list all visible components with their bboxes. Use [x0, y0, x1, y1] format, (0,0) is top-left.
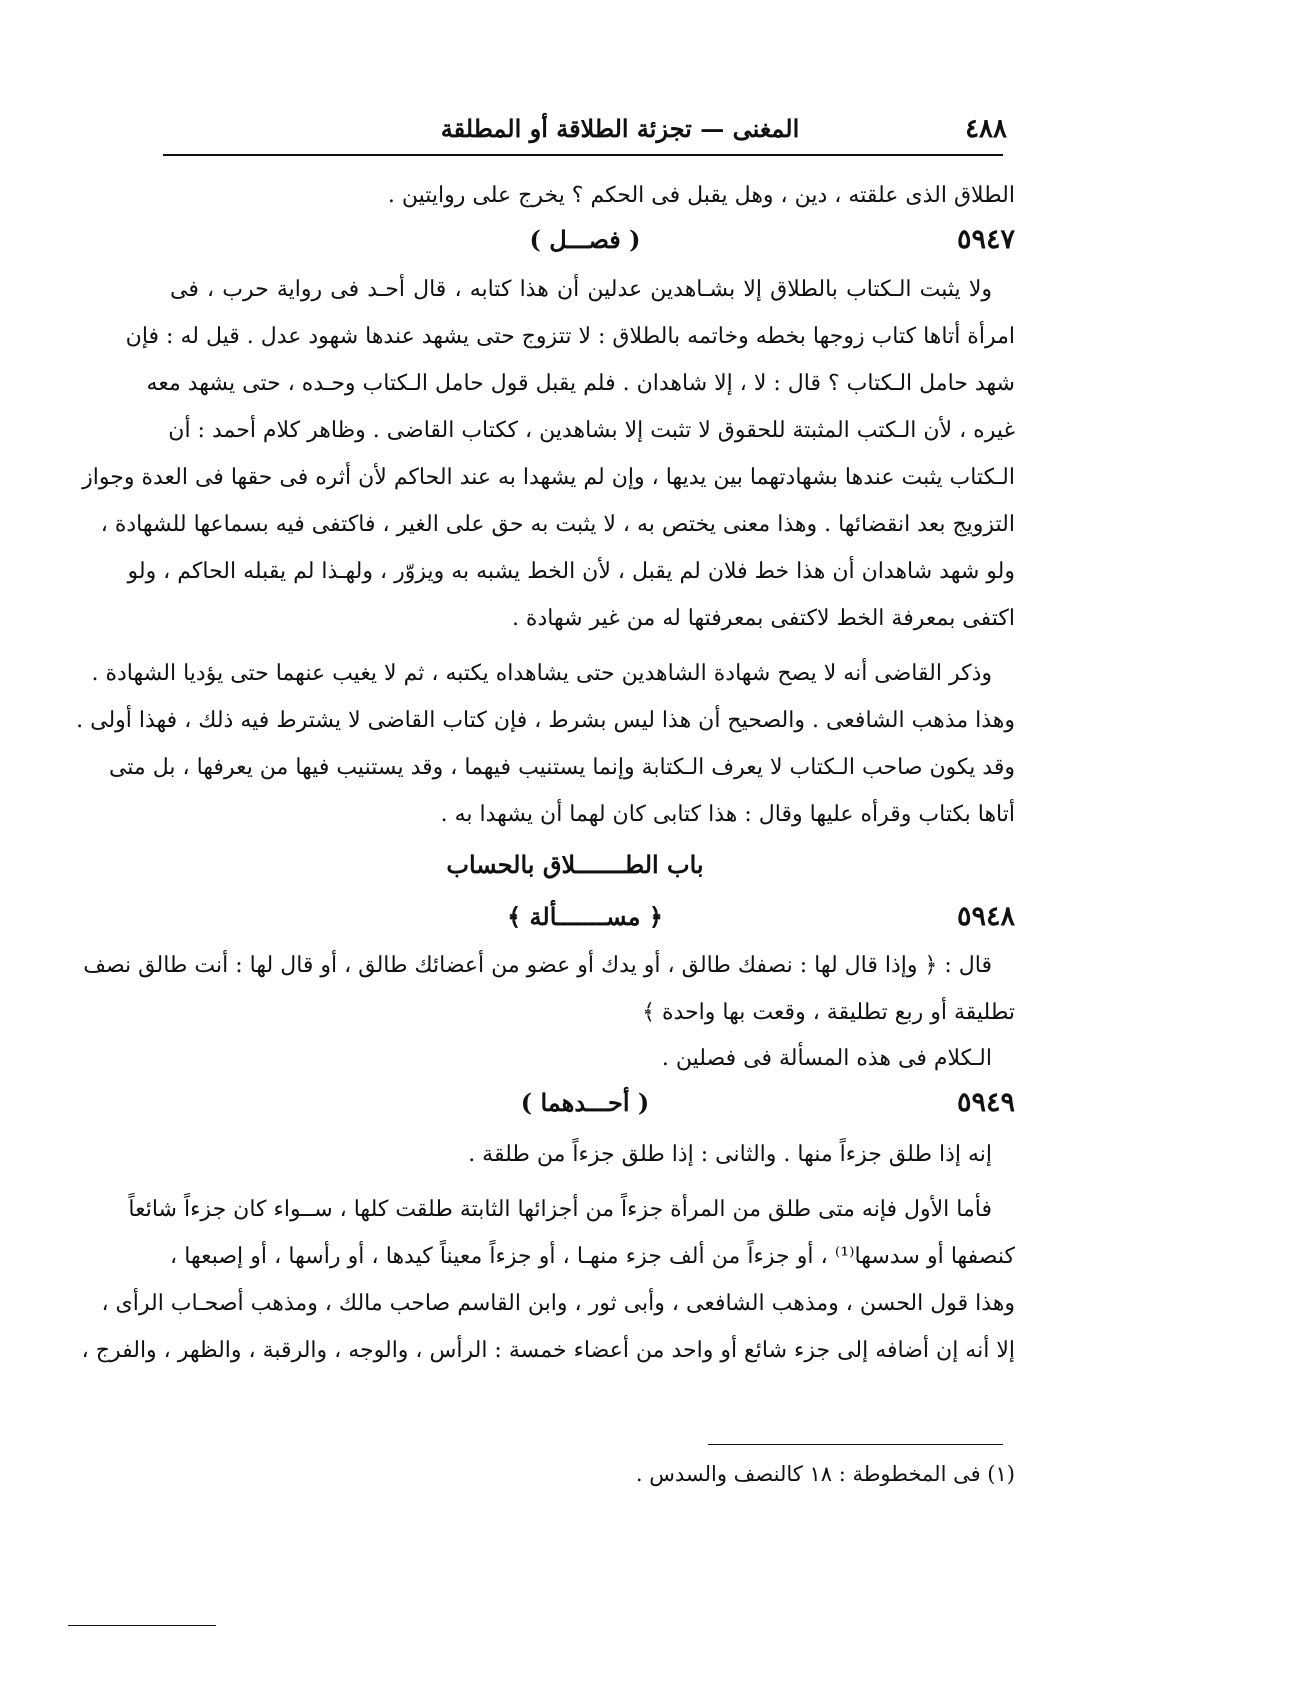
- section-number-5947: ٥٩٤٧: [956, 224, 1015, 255]
- masala-line: قال : ﴿ وإذا قال لها : نصفك طالق ، أو يدك أو عضو من أعضائك طالق ، أو قال لها : أنت طالق نصف: [83, 953, 992, 978]
- intro-line: الطلاق الذى علقته ، دين ، وهل يقبل فى الحكم ؟ يخرج على روايتين .: [387, 183, 1015, 208]
- section-number-5948: ٥٩٤٨: [956, 901, 1015, 932]
- chapter-title: باب الطـــــــلاق بالحساب: [446, 850, 704, 879]
- paragraph-line: الـكتاب يثبت عندها بشهادتهما بين يديها ، وإن لم يشهدا به عند الحاكم لأن أثره فى حقها فى العدة وجواز: [82, 465, 1015, 490]
- paragraph-line: شهد حامل الـكتاب ؟ قال : لا ، إلا شاهدان . فلم يقبل قول حامل الـكتاب وحـده ، حتى يشهد معه: [146, 371, 1015, 396]
- section-heading-ahaduhuma: ( أحـــدهما ): [520, 1088, 650, 1117]
- page-number: ٤٨٨: [965, 114, 1007, 144]
- paragraph-line: وقد يكون صاحب الـكتاب لا يعرف الـكتابة وإنما يستنيب فيهما ، وقد يستنيب فيها من يعرفها ، بل متى: [108, 755, 1015, 780]
- paragraph-line: وهذا مذهب الشافعى . والصحيح أن هذا ليس بشرط ، فإن كتاب القاضى لا يشترط فيه ذلك ، فهذا أولى .: [76, 708, 1015, 733]
- paragraph-line: اكتفى بمعرفة الخط لاكتفى بمعرفتها له من غير شهادة .: [511, 606, 1015, 631]
- section-5949-line: إنه إذا طلق جزءاً منها . والثانى : إذا طلق جزءاً من طلقة .: [468, 1142, 992, 1167]
- paragraph-line: وذكر القاضى أنه لا يصح شهادة الشاهدين حتى يشاهداه يكتبه ، ثم لا يغيب عنهما حتى يؤديا الشهادة .: [91, 661, 992, 686]
- footnote: (١) فى المخطوطة : ١٨ كالنصف والسدس .: [635, 1462, 1015, 1486]
- paragraph-line: إلا أنه إن أضافه إلى جزء شائع أو واحد من أعضاء خمسة : الرأس ، والوجه ، والرقبة ، والظهر ، والفرج ،: [81, 1338, 1015, 1363]
- paragraph-line: ولا يثبت الـكتاب بالطلاق إلا بشـاهدين عدلين أن هذا كتابه ، قال أحـد فى رواية حرب ، فى: [170, 277, 992, 302]
- section-number-5949: ٥٩٤٩: [956, 1087, 1015, 1118]
- paragraph-line: فأما الأول فإنه متى طلق من المرأة جزءاً من أجزائها الثابتة طلقت كلها ، ســواء كان جزءاً شائعاً: [128, 1197, 992, 1222]
- paragraph-line: كنصفها أو سدسها⁽¹⁾ ، أو جزءاً من ألف جزء منهـا ، أو جزءاً معيناً كيدها ، أو رأسها ، أو إصبعها ،: [170, 1244, 1015, 1269]
- paragraph-line: ولو شهد شاهدان أن هذا خط فلان لم يقبل ، لأن الخط يشبه به ويزوّر ، ولهـذا لم يقبله الحاكم ، ولو: [127, 559, 1015, 584]
- bottom-rule: [68, 1625, 216, 1626]
- footnote-rule: [708, 1444, 1003, 1445]
- masala-note: الـكلام فى هذه المسألة فى فصلين .: [661, 1046, 992, 1071]
- section-heading-masala: ﴿ مســـــــألة ﴾: [507, 902, 663, 931]
- paragraph-line: وهذا قول الحسن ، ومذهب الشافعى ، وأبى ثور ، وابن القاسم صاحب مالك ، ومذهب أصحـاب الرأى ،: [101, 1291, 1015, 1316]
- paragraph-line: امرأة أتاها كتاب زوجها بخطه وخاتمه بالطلاق : لا تتزوج حتى يشهد عندها شهود عدل . قيل له : فإن: [125, 324, 1015, 349]
- header-rule: [163, 154, 1003, 156]
- paragraph-line: التزويج بعد انقضائها . وهذا معنى يختص به ، لا يثبت به حق على الغير ، فاكتفى فيه بسماعها للشهادة ،: [100, 512, 1015, 537]
- running-header-title: المغنى — تجزئة الطلاقة أو المطلقة: [440, 114, 800, 143]
- paragraph-line: غيره ، لأن الـكتب المثبتة للحقوق لا تثبت إلا بشاهدين ، ككتاب القاضى . وظاهر كلام أحمد : أن: [168, 418, 1015, 443]
- paragraph-line: أتاها بكتاب وقرأه عليها وقال : هذا كتابى كان لهما أن يشهدا به .: [440, 802, 1015, 827]
- section-heading-fasl: ( فصـــل ): [529, 225, 641, 254]
- masala-line: تطليقة أو ربع تطليقة ، وقعت بها واحدة ﴾: [642, 1000, 1015, 1025]
